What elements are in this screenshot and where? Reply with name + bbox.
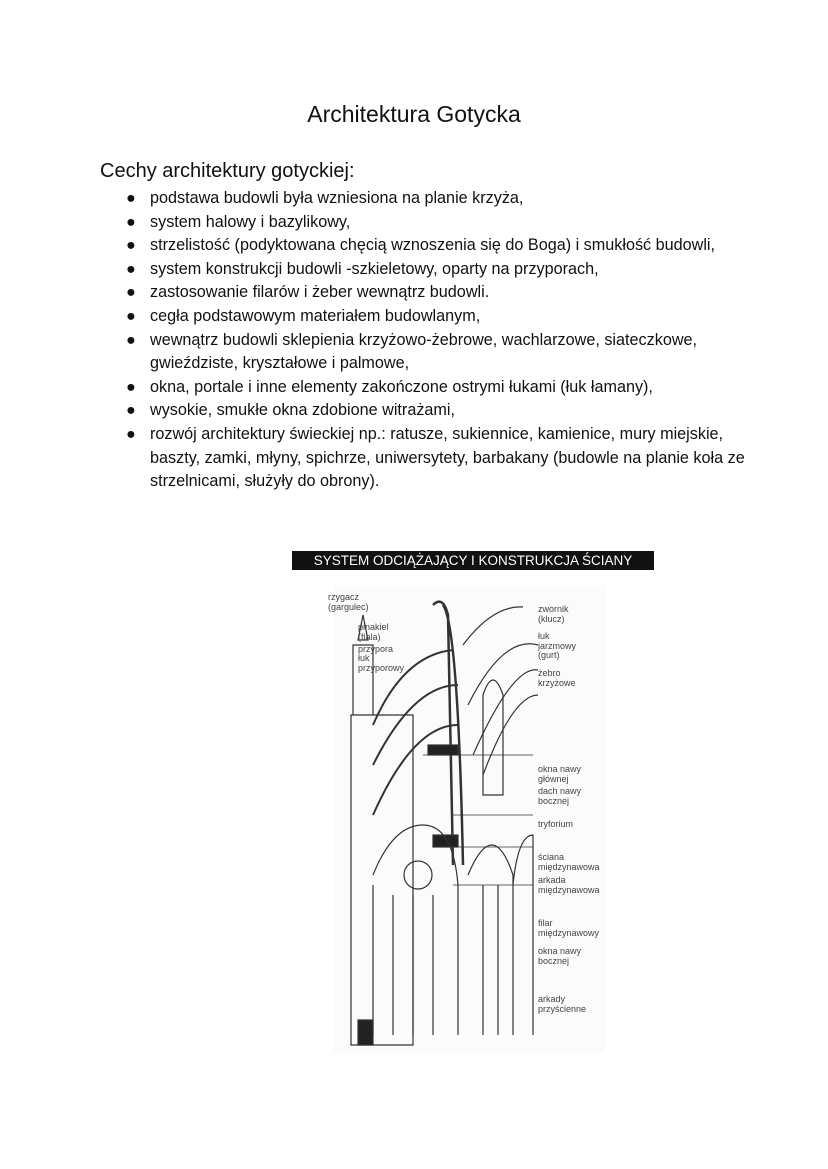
list-item-text: rozwój architektury świeckiej np.: ratusze, sukiennice, kamienice, mury miejskie, baszty, zamki, młyny, spichrze, uniwersytety, barbakany (budowle na planie koła ze strzelnicami, służyły do obrony). (150, 424, 745, 491)
list-item (126, 211, 746, 235)
diagram-label: pinakiel (fiala) (358, 622, 389, 642)
list-item (126, 305, 746, 329)
bullet-icon: ● (126, 259, 136, 278)
list-item (126, 423, 746, 494)
list-item-text: okna, portale i inne elementy zakończone ostrymi łukami (łuk łamany), (150, 377, 653, 396)
diagram-label: arkady przyścienne (538, 994, 587, 1014)
list-item-text: system halowy i bazylikowy, (150, 212, 351, 231)
diagram-label: żebro krzyżowe (538, 668, 576, 688)
bullet-icon: ● (126, 330, 136, 349)
diagram-label: arkada międzynawowa (538, 875, 600, 895)
bullet-icon: ● (126, 401, 136, 420)
list-item-text: system konstrukcji budowli -szkieletowy, oparty na przyporach, (150, 259, 599, 278)
list-item-text: strzelistość (podyktowana chęcią wznoszenia się do Boga) i smukłość budowli, (150, 236, 716, 255)
list-item (126, 399, 746, 423)
list-item-text: wysokie, smukłe okna zdobione witrażami, (150, 401, 455, 420)
diagram-label: filar międzynawowy (538, 918, 600, 938)
list-item (126, 376, 746, 400)
bullet-icon: ● (126, 283, 136, 302)
diagram-label: przypora (358, 644, 394, 654)
bullet-icon: ● (126, 236, 136, 255)
list-item (126, 258, 746, 282)
bullet-icon: ● (126, 189, 136, 207)
diagram-label: rzygacz (gargulec) (328, 592, 369, 612)
gothic-wall-diagram (328, 585, 605, 1053)
bullet-icon: ● (126, 306, 136, 325)
list-item-text: wewnątrz budowli sklepienia krzyżowo-żebrowe, wachlarzowe, siateczkowe, gwieździste, kryształowe i palmowe, (150, 330, 698, 373)
diagram-label: okna nawy głównej (538, 764, 582, 784)
list-item-text: cegła podstawowym materiałem budowlanym, (150, 306, 481, 325)
diagram-label: zwornik (klucz) (538, 604, 569, 624)
features-list (126, 187, 746, 494)
bullet-icon: ● (126, 377, 136, 396)
list-item (126, 281, 746, 305)
diagram-label: ściana międzynawowa (538, 852, 600, 872)
bullet-icon: ● (126, 212, 136, 231)
list-item (126, 187, 746, 211)
diagram-label: okna nawy bocznej (538, 946, 582, 966)
list-item-text: zastosowanie filarów i żeber wewnątrz budowli. (150, 283, 490, 302)
list-item (126, 234, 746, 258)
list-item-text: podstawa budowli była wzniesiona na planie krzyża, (150, 189, 524, 207)
page-title: Architektura Gotycka (307, 101, 521, 127)
list-item (126, 329, 746, 376)
diagram-label: łuk jarzmowy (gurt) (538, 631, 577, 660)
diagram-label: dach nawy bocznej (538, 786, 582, 806)
diagram-label: łuk przyporowy (358, 653, 405, 673)
figure-caption: SYSTEM ODCIĄŻAJĄCY I KONSTRUKCJA ŚCIANY (292, 551, 654, 570)
diagram-label: tryforium (538, 819, 574, 829)
section-heading: Cechy architektury gotyckiej: (100, 160, 355, 182)
bullet-icon: ● (126, 424, 136, 443)
